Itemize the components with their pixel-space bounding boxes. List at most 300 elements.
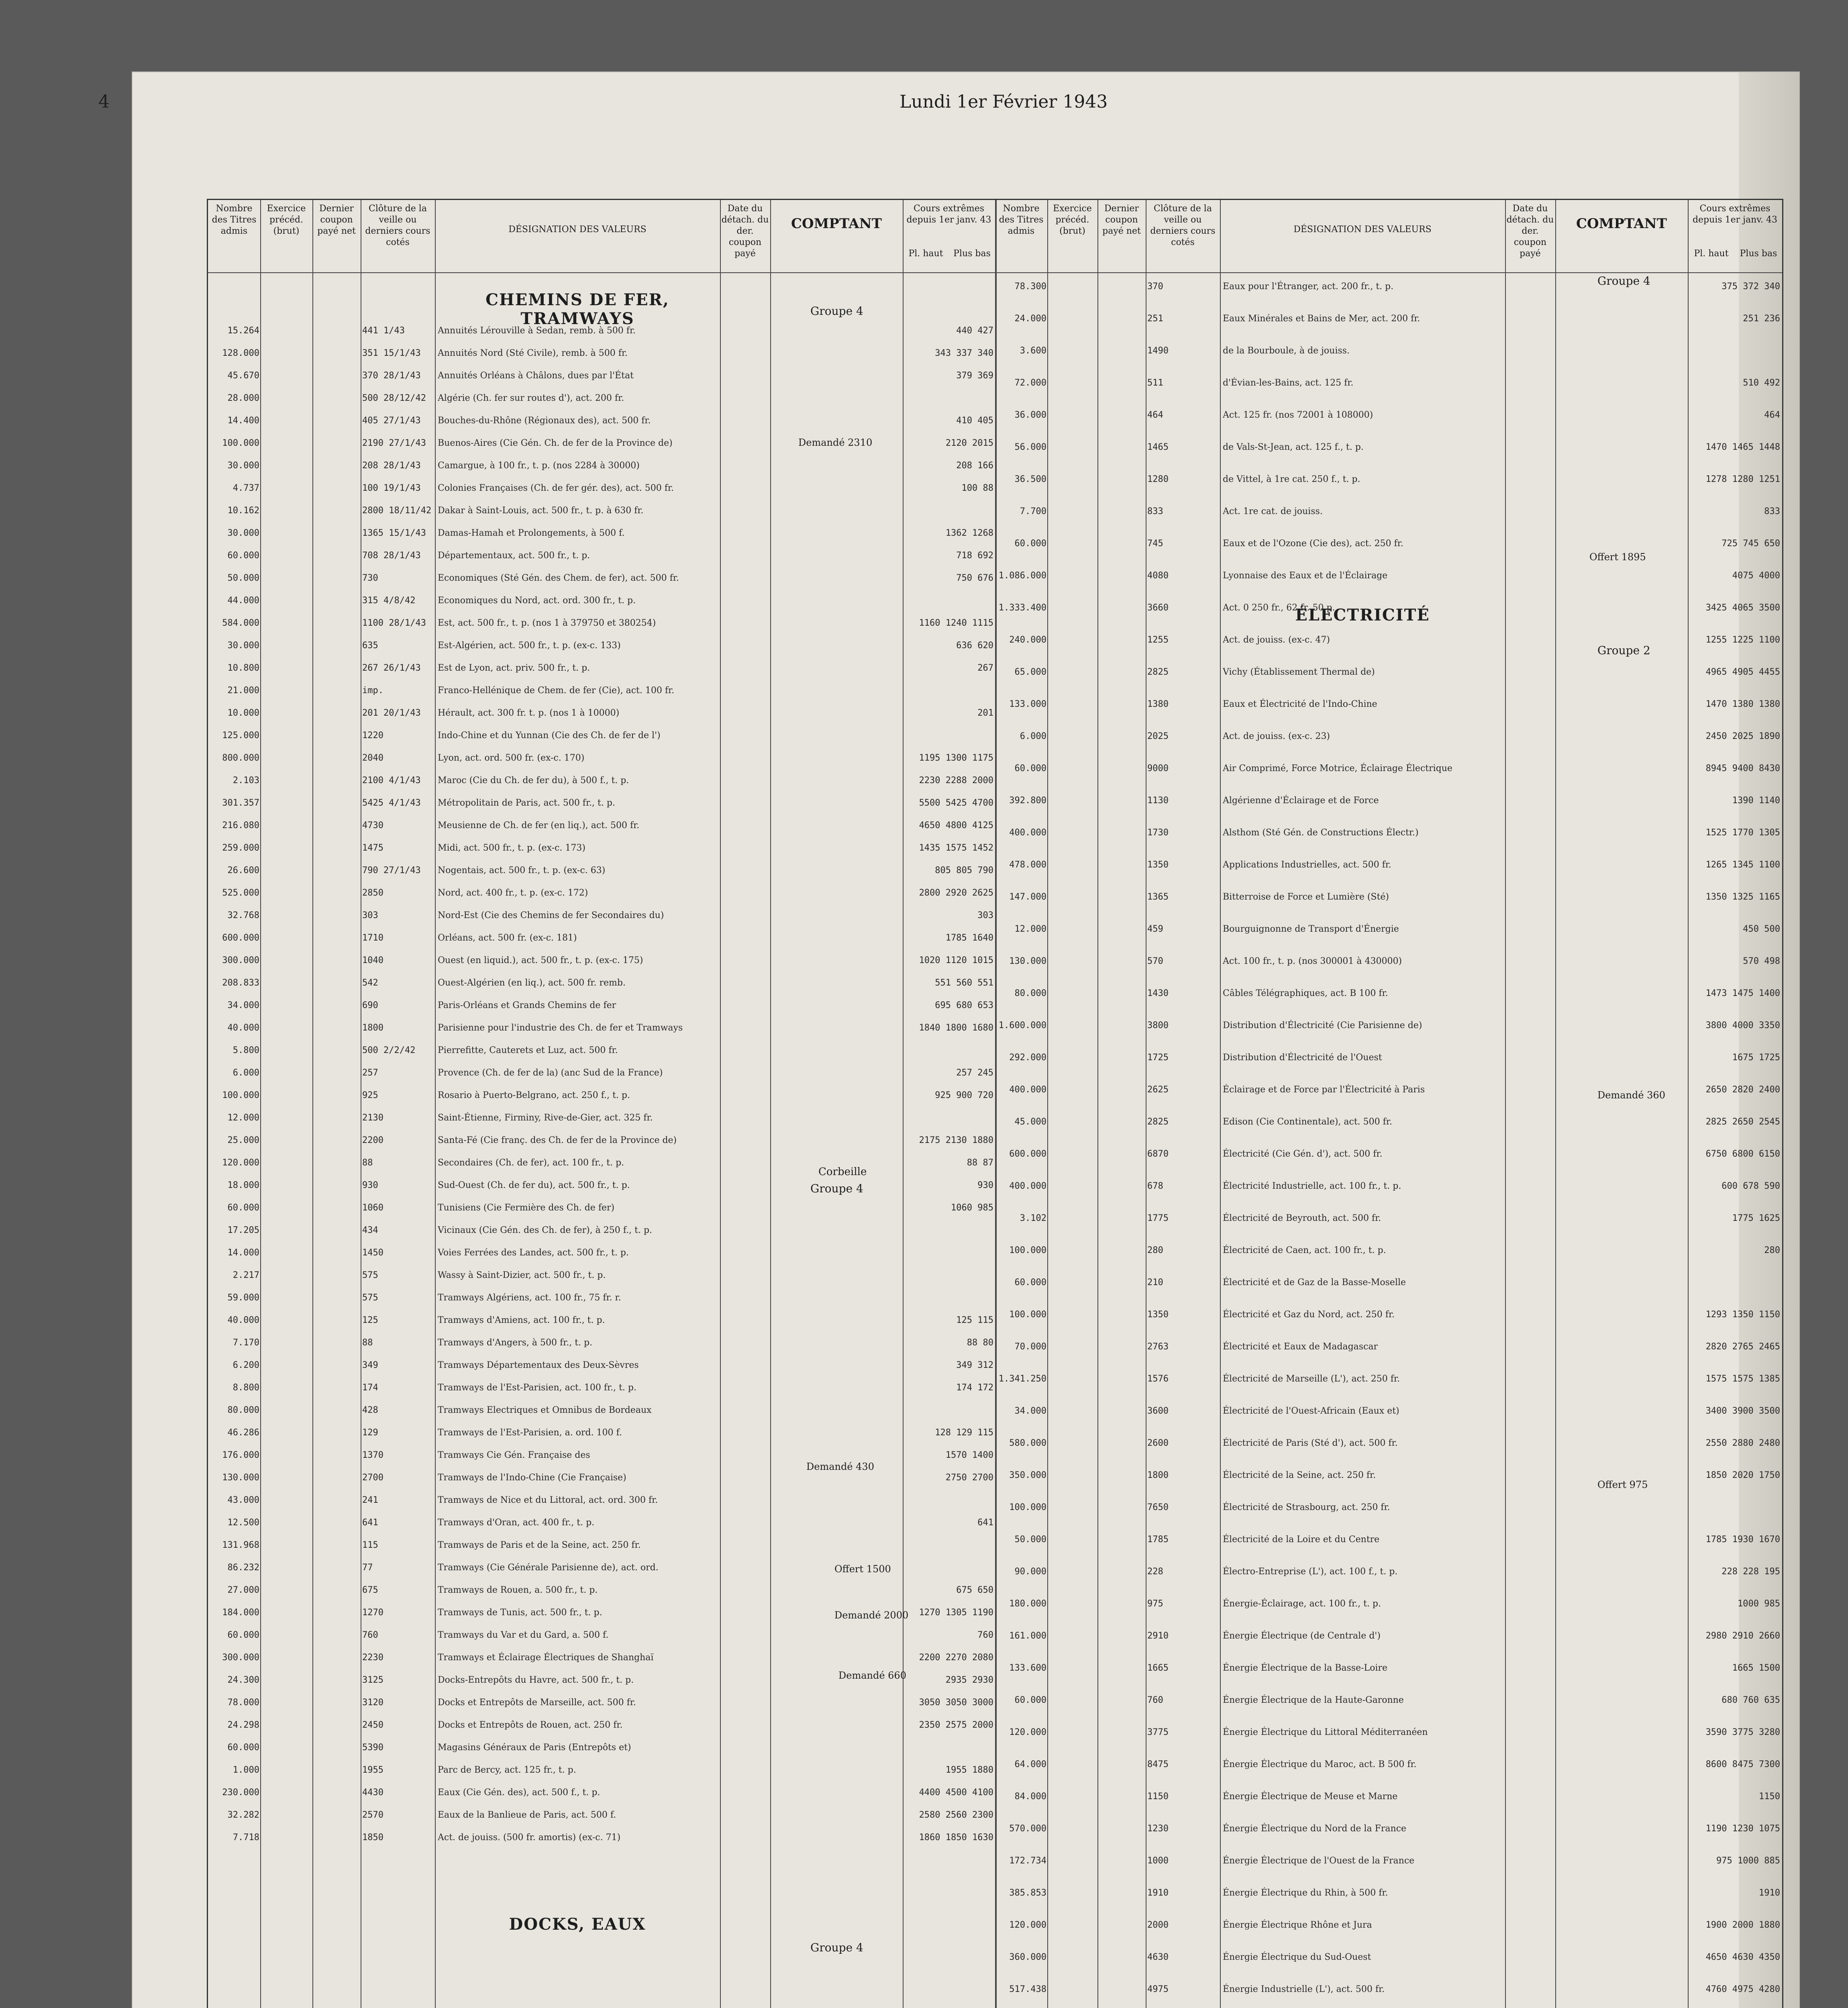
titres-cell: 60.000 [227,1203,259,1213]
designation-cell: Eaux de la Banlieue de Paris, act. 500 f. [438,1810,616,1820]
cloture-cell: 228 [1147,1567,1163,1577]
cloture-cell: 2040 [362,753,383,763]
cloture-cell: 2910 [1147,1631,1169,1641]
col-header-plus-bas-right: Plus bas [1740,249,1777,259]
titres-cell: 78.000 [227,1698,259,1708]
titres-cell: 130.000 [222,1473,259,1483]
col-header-designation: DÉSIGNATION DES VALEURS [508,224,647,235]
designation-cell: Eaux et Électricité de l'Indo-Chine [1223,699,1377,709]
designation-cell: Énergie Électrique du Nord de la France [1223,1824,1406,1834]
left-titres-column [210,324,259,1899]
titres-cell: 478.000 [1009,860,1046,870]
designation-cell: Électricité de l'Ouest-Africain (Eaux et) [1223,1406,1399,1416]
designation-cell: Parisienne pour l'industrie des Ch. de fer et Tramways [438,1023,683,1033]
cloture-cell: 125 [362,1315,378,1325]
cloture-cell: 3120 [362,1698,383,1708]
designation-cell: Lyon, act. ord. 500 fr. (ex-c. 170) [438,753,585,763]
titres-cell: 40.000 [227,1315,259,1325]
page-number: 4 [98,92,110,112]
designation-cell: Électricité et Gaz du Nord, act. 250 fr. [1223,1310,1395,1320]
designation-cell: Câbles Télégraphiques, act. B 100 fr. [1223,988,1388,998]
price-cell: 1775 1625 [1732,1213,1780,1223]
cloture-cell: 5390 [362,1743,383,1753]
designation-cell: Énergie Industrielle (L'), act. 500 fr. [1223,1984,1385,1994]
left-designation-column [438,324,719,1899]
designation-cell: Tramways de l'Est-Parisien, act. 100 fr., t. p. [438,1383,636,1393]
titres-cell: 184.000 [222,1608,259,1618]
cloture-cell: 925 [362,1090,378,1100]
designation-cell: Énergie Électrique de Meuse et Marne [1223,1792,1398,1802]
designation-cell: Saint-Étienne, Firminy, Rive-de-Gier, act. 325 fr. [438,1113,653,1123]
titres-cell: 7.170 [233,1338,259,1348]
cloture-cell: 370 28/1/43 [362,371,421,381]
quote-note: Corbeille [818,1166,867,1178]
price-cell: 8600 8475 7300 [1705,1759,1780,1769]
left-cloture-column [362,324,434,1899]
cloture-cell: 349 [362,1360,378,1370]
designation-cell: Électricité de la Loire et du Centre [1223,1535,1380,1545]
titres-cell: 24.300 [227,1675,259,1685]
titres-cell: 400.000 [1009,1181,1046,1191]
titres-cell: 4.737 [233,483,259,493]
price-cell: 5500 5425 4700 [919,798,993,808]
designation-cell: Air Comprimé, Force Motrice, Éclairage Électrique [1223,763,1452,773]
designation-cell: Départementaux, act. 500 fr., t. p. [438,551,590,561]
price-cell: 1473 1475 1400 [1705,988,1780,998]
designation-cell: Eaux pour l'Étranger, act. 200 fr., t. p. [1223,282,1394,292]
quote-note: Demandé 660 [838,1670,906,1681]
titres-cell: 6.000 [233,1068,259,1078]
designation-cell: Vicinaux (Cie Gén. des Ch. de fer), à 250 f., t. p. [438,1225,653,1235]
titres-cell: 392.800 [1009,796,1046,806]
price-cell: 464 [1764,410,1780,420]
price-cell: 343 337 340 [935,348,993,358]
titres-cell: 45.670 [227,371,259,381]
price-cell: 1850 2020 1750 [1705,1470,1780,1480]
col-header-exercice-right: Exercice précéd. (brut) [1053,204,1092,236]
price-cell: 2650 2820 2400 [1705,1085,1780,1095]
designation-cell: Électricité Industrielle, act. 100 fr., t. p. [1223,1181,1401,1191]
cloture-cell: 267 26/1/43 [362,663,421,673]
titres-cell: 64.000 [1014,1759,1046,1769]
designation-cell: Tramways d'Angers, à 500 fr., t. p. [438,1338,593,1348]
price-cell: 2120 2015 [945,438,993,448]
titres-cell: 172.734 [1009,1856,1046,1866]
designation-cell: Edison (Cie Continentale), act. 500 fr. [1223,1117,1392,1127]
titres-cell: 78.300 [1014,282,1046,292]
cloture-cell: 251 [1147,314,1163,324]
designation-cell: Santa-Fé (Cie franç. des Ch. de fer de la Province de) [438,1135,677,1145]
titres-cell: 65.000 [1014,667,1046,677]
cloture-cell: imp. [362,686,383,696]
quote-note: Demandé 2310 [798,437,873,448]
col-rule [1097,200,1098,2008]
cloture-cell: 3660 [1147,603,1169,613]
price-cell: 349 312 [956,1360,993,1370]
titres-cell: 100.000 [1009,1502,1046,1512]
price-cell: 2175 2130 1880 [919,1135,993,1145]
right-titres-column [997,280,1046,2008]
cloture-cell: 678 [1147,1181,1163,1191]
cloture-cell: 201 20/1/43 [362,708,421,718]
price-cell: 1665 1500 [1732,1663,1780,1673]
price-cell: 1860 1850 1630 [919,1833,993,1843]
cloture-cell: 2230 [362,1653,383,1663]
designation-cell: Nord, act. 400 fr., t. p. (ex-c. 172) [438,888,588,898]
titres-cell: 400.000 [1009,1085,1046,1095]
cloture-cell: 635 [362,641,378,651]
designation-cell: Énergie Électrique du Rhin, à 500 fr. [1223,1888,1388,1898]
titres-cell: 385.853 [1009,1888,1046,1898]
price-cell: 4650 4800 4125 [919,820,993,831]
cloture-cell: 464 [1147,410,1163,420]
designation-cell: Bitterroise de Force et Lumière (Sté) [1223,892,1389,902]
designation-cell: Voies Ferrées des Landes, act. 500 fr., t. p. [438,1248,629,1258]
price-cell: 2980 2910 2660 [1705,1631,1780,1641]
designation-cell: Eaux Minérales et Bains de Mer, act. 200 fr. [1223,314,1420,324]
price-cell: 760 [977,1630,993,1640]
designation-cell: Docks et Entrepôts de Rouen, act. 250 fr. [438,1720,623,1730]
titres-cell: 60.000 [1014,763,1046,773]
price-cell: 100 88 [961,483,993,493]
price-cell: 4650 4630 4350 [1705,1952,1780,1962]
cloture-cell: 2825 [1147,667,1169,677]
cloture-cell: 1775 [1147,1213,1169,1223]
designation-cell: Docks et Entrepôts de Marseille, act. 500 fr. [438,1698,636,1708]
designation-cell: Éclairage et de Force par l'Électricité à Paris [1223,1085,1425,1095]
cloture-cell: 88 [362,1158,373,1168]
designation-cell: Applications Industrielles, act. 500 fr. [1223,860,1391,870]
titres-cell: 14.000 [227,1248,259,1258]
designation-cell: Électricité de la Seine, act. 250 fr. [1223,1470,1376,1480]
titres-cell: 12.500 [227,1518,259,1528]
cloture-cell: 428 [362,1405,378,1415]
designation-cell: Pierrefitte, Cauterets et Luz, act. 500 fr. [438,1045,618,1055]
cloture-cell: 1270 [362,1608,383,1618]
designation-cell: Tramways Cie Gén. Française des [438,1450,590,1460]
titres-cell: 133.600 [1009,1663,1046,1673]
price-cell: 1160 1240 1115 [919,618,993,628]
cloture-cell: 1220 [362,731,383,741]
designation-cell: Bouches-du-Rhône (Régionaux des), act. 500 fr. [438,416,651,426]
designation-cell: Bourguignonne de Transport d'Énergie [1223,924,1399,934]
price-cell: 280 [1764,1245,1780,1255]
designation-cell: Maroc (Cie du Ch. de fer du), à 500 f., t. p. [438,775,629,786]
titres-cell: 36.500 [1014,474,1046,484]
cloture-cell: 575 [362,1293,378,1303]
cloture-cell: 2130 [362,1113,383,1123]
titres-cell: 25.000 [227,1135,259,1145]
cloture-cell: 1800 [362,1023,383,1033]
cloture-cell: 1910 [1147,1888,1169,1898]
cloture-cell: 351 15/1/43 [362,348,421,358]
designation-cell: Act. de jouiss. (ex-c. 23) [1223,731,1330,741]
section-chemins-de-fer: CHEMINS DE FER, TRAMWAYS [485,290,669,328]
designation-cell: Docks-Entrepôts du Havre, act. 500 fr., t. p. [438,1675,634,1685]
price-cell: 2350 2575 2000 [919,1720,993,1730]
cloture-cell: 4080 [1147,571,1169,581]
cloture-cell: 459 [1147,924,1163,934]
designation-cell: Act. de jouiss. (ex-c. 47) [1223,635,1330,645]
col-header-extremes: Cours extrêmes depuis 1er janv. 43 [906,204,991,225]
designation-cell: Camargue, à 100 fr., t. p. (nos 2284 à 30000) [438,461,640,471]
quote-note: Demandé 360 [1597,1090,1665,1101]
titres-cell: 10.000 [227,708,259,718]
titres-cell: 517.438 [1009,1984,1046,1994]
titres-cell: 60.000 [1014,1277,1046,1288]
titres-cell: 15.264 [227,326,259,336]
titres-cell: 40.000 [227,1023,259,1033]
titres-cell: 1.333.400 [998,603,1046,613]
price-cell: 805 805 790 [935,865,993,875]
cloture-cell: 1280 [1147,474,1169,484]
price-cell: 4760 4975 4280 [1705,1984,1780,1994]
price-cell: 2580 2560 2300 [919,1810,993,1820]
price-cell: 1435 1575 1452 [919,843,993,853]
price-cell: 1900 2000 1880 [1705,1920,1780,1930]
col-header-coupon: Dernier coupon payé net [317,204,356,236]
cloture-cell: 760 [362,1630,378,1640]
price-cell: 251 236 [1743,314,1780,324]
price-cell: 267 [977,663,993,673]
titres-cell: 70.000 [1014,1342,1046,1352]
price-cell: 725 745 650 [1722,539,1780,549]
titres-cell: 34.000 [1014,1406,1046,1416]
group-label: Groupe 4 [1597,274,1650,288]
titres-cell: 27.000 [227,1585,259,1595]
price-cell: 1350 1325 1165 [1705,892,1780,902]
cloture-cell: 745 [1147,539,1163,549]
designation-cell: Act. de jouiss. (500 fr. amortis) (ex-c. 71) [438,1833,621,1843]
price-cell: 1195 1300 1175 [919,753,993,763]
price-cell: 8945 9400 8430 [1705,763,1780,773]
cloture-cell: 1800 [1147,1470,1169,1480]
titres-cell: 14.400 [227,416,259,426]
price-cell: 4075 4000 [1732,571,1780,581]
designation-cell: Électricité de Beyrouth, act. 500 fr. [1223,1213,1381,1223]
cloture-cell: 1060 [362,1203,383,1213]
designation-cell: Est de Lyon, act. priv. 500 fr., t. p. [438,663,590,673]
designation-cell: Tramways du Var et du Gard, a. 500 f. [438,1630,609,1640]
cloture-cell: 257 [362,1068,378,1078]
titres-cell: 36.000 [1014,410,1046,420]
cloture-cell: 210 [1147,1277,1163,1288]
price-cell: 641 [977,1518,993,1528]
cloture-cell: 315 4/8/42 [362,596,416,606]
designation-cell: Annuités Orléans à Châlons, dues par l'État [438,371,634,381]
titres-cell: 5.800 [233,1045,259,1055]
cloture-cell: 570 [1147,956,1163,966]
designation-cell: Wassy à Saint-Dizier, act. 500 fr., t. p. [438,1270,606,1280]
titres-cell: 34.000 [227,1000,259,1010]
col-rule [312,200,313,2008]
price-cell: 4965 4905 4455 [1705,667,1780,677]
designation-cell: Tramways Electriques et Omnibus de Bordeaux [438,1405,652,1415]
price-cell: 3425 4065 3500 [1705,603,1780,613]
cloture-cell: 2625 [1147,1085,1169,1095]
designation-cell: Vichy (Établissement Thermal de) [1223,667,1375,677]
price-cell: 695 680 653 [935,1000,993,1010]
cloture-cell: 2763 [1147,1342,1169,1352]
titres-cell: 72.000 [1014,378,1046,388]
designation-cell: Secondaires (Ch. de fer), act. 100 fr., t. p. [438,1158,624,1168]
cloture-cell: 4630 [1147,1952,1169,1962]
titres-cell: 86.232 [227,1563,259,1573]
cloture-cell: 1365 15/1/43 [362,528,426,538]
titres-cell: 100.000 [1009,1310,1046,1320]
designation-cell: Buenos-Aires (Cie Gén. Ch. de fer de la Province de) [438,438,673,448]
cloture-cell: 1665 [1147,1663,1169,1673]
titres-cell: 125.000 [222,731,259,741]
col-header-extremes-right: Cours extrêmes depuis 1er janv. 43 [1692,204,1778,225]
cloture-cell: 760 [1147,1695,1163,1705]
price-cell: 1020 1120 1015 [919,955,993,965]
titres-cell: 400.000 [1009,828,1046,838]
titres-cell: 44.000 [227,596,259,606]
designation-cell: Énergie Électrique de la Haute-Garonne [1223,1695,1404,1705]
cloture-cell: 2450 [362,1720,383,1730]
cloture-cell: 500 28/12/42 [362,393,426,403]
col-rule [770,200,771,2008]
price-cell: 3400 3900 3500 [1705,1406,1780,1416]
cloture-cell: 2800 18/11/42 [362,506,432,516]
titres-cell: 59.000 [227,1293,259,1303]
price-cell: 2200 2270 2080 [919,1653,993,1663]
left-prices-column [772,324,993,1899]
designation-cell: Électricité de Caen, act. 100 fr., t. p. [1223,1245,1386,1255]
cloture-cell: 370 [1147,282,1163,292]
titres-cell: 1.341.250 [998,1374,1046,1384]
price-cell: 2935 2930 [945,1675,993,1685]
cloture-cell: 115 [362,1540,378,1550]
titres-cell: 300.000 [222,955,259,965]
designation-cell: Tramways d'Amiens, act. 100 fr., t. p. [438,1315,605,1325]
cloture-cell: 1255 [1147,635,1169,645]
designation-cell: Électricité de Marseille (L'), act. 250 fr. [1223,1374,1400,1384]
price-cell: 125 115 [956,1315,993,1325]
price-cell: 1910 [1759,1888,1780,1898]
designation-cell: Énergie Électrique (de Centrale d') [1223,1631,1381,1641]
cloture-cell: 2200 [362,1135,383,1145]
designation-cell: Lyonnaise des Eaux et de l'Éclairage [1223,571,1388,581]
designation-cell: de la Bourboule, à de jouiss. [1223,346,1350,356]
price-cell: 208 166 [956,461,993,471]
price-cell: 510 492 [1743,378,1780,388]
titres-cell: 17.205 [227,1225,259,1235]
price-cell: 375 372 340 [1722,282,1780,292]
cloture-cell: 1730 [1147,828,1169,838]
designation-cell: d'Évian-les-Bains, act. 125 fr. [1223,378,1354,388]
designation-cell: Tramways de l'Est-Parisien, a. ord. 100 f. [438,1428,622,1438]
cloture-cell: 241 [362,1495,378,1505]
cloture-cell: 2025 [1147,731,1169,741]
designation-cell: Tramways de l'Indo-Chine (Cie Française) [438,1473,626,1483]
cloture-cell: 730 [362,573,378,583]
designation-cell: Tramways et Éclairage Électriques de Shanghaï [438,1653,654,1663]
price-cell: 228 228 195 [1722,1567,1780,1577]
titres-cell: 180.000 [1009,1599,1046,1609]
price-cell: 750 676 [956,573,993,583]
cloture-cell: 280 [1147,1245,1163,1255]
cloture-cell: 511 [1147,378,1163,388]
designation-cell: Algérienne d'Éclairage et de Force [1223,796,1379,806]
designation-cell: Act. 125 fr. (nos 72001 à 108000) [1223,410,1373,420]
right-prices-column [1557,280,1780,2008]
cloture-cell: 1230 [1147,1824,1169,1834]
titres-cell: 26.600 [227,865,259,875]
cloture-cell: 100 19/1/43 [362,483,421,493]
titres-cell: 6.200 [233,1360,259,1370]
titres-cell: 50.000 [227,573,259,583]
cloture-cell: 1365 [1147,892,1169,902]
group-label: Groupe 4 [810,304,863,318]
right-cloture-column [1147,280,1219,2008]
designation-cell: Tramways Algériens, act. 100 fr., 75 fr. r. [438,1293,621,1303]
col-rule [435,200,436,2008]
cloture-cell: 441 1/43 [362,326,405,336]
titres-cell: 292.000 [1009,1053,1046,1063]
price-cell: 1190 1230 1075 [1705,1824,1780,1834]
titres-cell: 216.080 [222,820,259,831]
cloture-cell: 405 27/1/43 [362,416,421,426]
titres-cell: 147.000 [1009,892,1046,902]
titres-cell: 301.357 [222,798,259,808]
titres-cell: 525.000 [222,888,259,898]
col-header-comptant: COMPTANT [791,216,882,232]
titres-cell: 7.700 [1020,506,1046,516]
titres-cell: 360.000 [1009,1952,1046,1962]
designation-cell: Dakar à Saint-Louis, act. 500 fr., t. p. à 630 fr. [438,506,644,516]
cloture-cell: 1710 [362,933,383,943]
price-cell: 1840 1800 1680 [919,1023,993,1033]
designation-cell: Ouest (en liquid.), act. 500 fr., t. p. (ex-c. 175) [438,955,643,965]
titres-cell: 584.000 [222,618,259,628]
price-cell: 3050 3050 3000 [919,1698,993,1708]
price-cell: 440 427 [956,326,993,336]
quote-note: Demandé 430 [806,1461,874,1472]
price-cell: 1785 1930 1670 [1705,1535,1780,1545]
designation-cell: Alsthom (Sté Gén. de Constructions Électr.) [1223,828,1419,838]
cloture-cell: 1490 [1147,346,1169,356]
titres-cell: 7.718 [233,1833,259,1843]
titres-cell: 50.000 [1014,1535,1046,1545]
cloture-cell: 2700 [362,1473,383,1483]
price-cell: 2750 2700 [945,1473,993,1483]
designation-cell: Eaux (Cie Gén. des), act. 500 f., t. p. [438,1788,600,1798]
titres-cell: 32.768 [227,910,259,920]
price-cell: 201 [977,708,993,718]
titres-cell: 60.000 [227,1743,259,1753]
designation-cell: Énergie-Éclairage, act. 100 fr., t. p. [1223,1599,1381,1609]
designation-cell: Tunisiens (Cie Fermière des Ch. de fer) [438,1203,615,1213]
price-cell: 1270 1305 1190 [919,1608,993,1618]
cloture-cell: 1350 [1147,860,1169,870]
cloture-cell: 3125 [362,1675,383,1685]
col-header-designation-right: DÉSIGNATION DES VALEURS [1293,224,1432,235]
titres-cell: 259.000 [222,843,259,853]
titres-cell: 60.000 [1014,1695,1046,1705]
quote-note: Offert 1895 [1589,551,1646,563]
titres-cell: 1.086.000 [998,571,1046,581]
quote-note: Offert 1500 [834,1563,891,1575]
cloture-cell: 1785 [1147,1535,1169,1545]
titres-cell: 2.217 [233,1270,259,1280]
cloture-cell: 1130 [1147,796,1169,806]
price-cell: 3590 3775 3280 [1705,1727,1780,1737]
designation-cell: Rosario à Puerto-Belgrano, act. 250 f., t. p. [438,1090,630,1100]
cloture-cell: 2100 4/1/43 [362,775,421,786]
titres-cell: 80.000 [227,1405,259,1415]
